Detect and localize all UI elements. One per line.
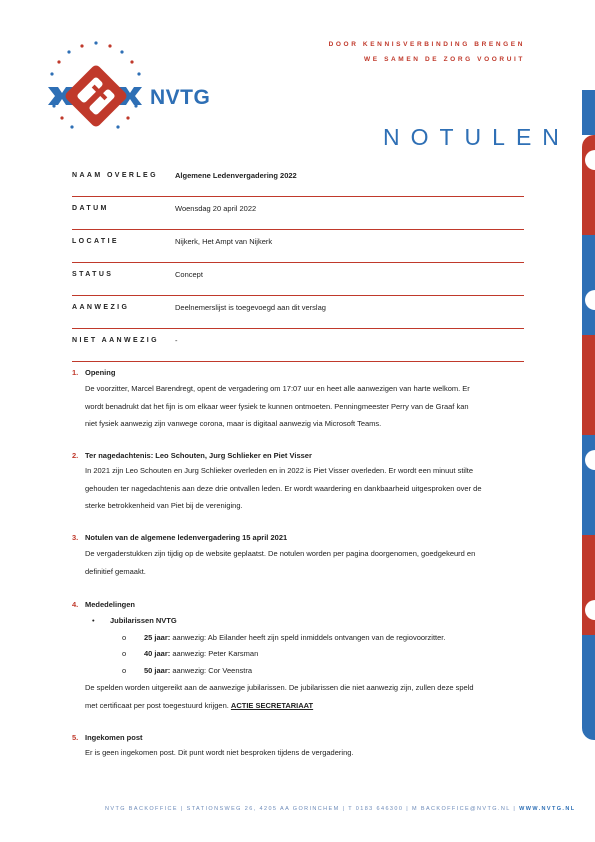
action-secretariaat: ACTIE SECRETARIAAT [230,700,314,710]
sub-item-25-jaar [122,633,445,642]
sub-item-label: 25 jaar: [144,633,171,642]
section-3-body [85,545,525,580]
document-title: NOTULEN [383,124,570,150]
sub-bullet-marker: o [122,666,127,675]
section-number: 2. [72,451,79,460]
section-heading: Ter nagedachtenis: Leo Schouten, Jurg Schlieker en Piet Visser [85,451,312,460]
paragraph-line-with-action [85,697,525,715]
section-5-body [85,744,525,762]
paragraph-line: gehouden ter nagedachtenis aan deze drie ontvallen leden. Er wordt waardering en dankbaarheid uitgesproken over de [85,483,482,493]
meta-label: NIET AANWEZIG [72,337,159,344]
sub-item-40-jaar [122,649,258,658]
meta-label: LOCATIE [72,238,120,245]
paragraph-line: met certificaat per post toegestuurd krijgen. [85,700,231,710]
sub-item-text: aanwezig: Ab Eilander heeft zijn speld inmiddels ontvangen van de regiovoorzitter. [170,633,446,642]
tagline-line-2: WE SAMEN DE ZORG VOORUIT [364,56,525,63]
logo-red-diamond [63,63,128,128]
meta-value: Woensdag 20 april 2022 [175,204,257,213]
section-heading: Mededelingen [85,600,136,609]
section-1-title [72,368,115,377]
tagline-line-1: DOOR KENNISVERBINDING BRENGEN [328,41,525,48]
sub-item-label: 50 jaar: [144,666,171,675]
paragraph-line: niet fysiek aanwezig zijn vanwege corona, maar is digitaal aanwezig via Microsoft Teams. [85,419,382,428]
bullet-item-jubilarissen [92,616,177,625]
sub-item-50-jaar [122,666,252,675]
section-1-body [85,380,525,433]
section-heading: Ingekomen post [85,733,143,742]
sub-item-label: 40 jaar: [144,649,171,658]
section-5-title [72,733,143,742]
sub-item-text: aanwezig: Cor Veenstra [170,666,252,675]
section-number: 5. [72,733,79,742]
sub-bullet-marker: o [122,649,127,658]
bullet-label: Jubilarissen NVTG [110,616,177,625]
meta-label: STATUS [72,271,114,278]
section-number: 4. [72,600,79,609]
section-2-body [85,462,525,515]
page-footer [105,806,575,812]
paragraph-line: wordt benadrukt dat het fijn is om elkaar weer fysiek te kunnen ontmoeten. Penningmeester Perry van de Graaf kan [85,401,469,411]
nvtg-logo [40,40,150,140]
meta-label: DATUM [72,205,109,212]
paragraph-line: De vergaderstukken zijn tijdig op de website geplaatst. De notulen worden per pagina doorgenomen, goedgekeurd en [85,549,476,558]
section-4-body [85,679,525,714]
section-3-title [72,533,287,542]
side-strip-red-2 [582,335,595,435]
paragraph-line: Er is geen ingekomen post. Dit punt wordt niet besproken tijdens de vergadering. [85,748,354,757]
meta-row-naam-overleg [72,163,524,197]
meta-row-datum [72,196,524,230]
side-strip-blue-1 [582,90,595,135]
bullet-marker: • [92,616,95,625]
logo-text: NVTG [150,86,211,109]
meta-row-locatie [72,229,524,263]
sub-bullet-marker: o [122,633,127,642]
paragraph-line: De voorzitter, Marcel Barendregt, opent de vergadering om 17:07 uur en heet alle aanwezigen van harte welkom. Er [85,384,470,393]
meta-value: Nijkerk, Het Ampt van Nijkerk [175,237,273,246]
footer-contact: NVTG BACKOFFICE | STATIONSWEG 26, 4205 AA GORINCHEM | T 0183 646300 | M BACKOFFICE@NVTG.NL | [105,806,520,812]
footer-website-link[interactable]: WWW.NVTG.NL [519,806,576,812]
paragraph-line: De spelden worden uitgereikt aan de aanwezige jubilarissen. De jubilarissen die niet aanwezig zijn, zullen deze speld [85,683,474,692]
side-strip-blue-4 [582,635,595,740]
meta-row-niet-aanwezig [72,328,524,362]
paragraph-line: In 2021 zijn Leo Schouten en Jurg Schlieker overleden en in 2022 is Piet Visser overleden. Er wordt een minuut stilte [85,466,474,475]
paragraph-line: sterke betrokkenheid van Piet bij de vereniging. [85,501,243,510]
paragraph-line: definitief gemaakt. [85,566,146,576]
meta-row-status [72,262,524,296]
side-strip-blue-2 [582,235,595,335]
meta-value: Deelnemerslijst is toegevoegd aan dit verslag [175,303,326,312]
side-strip-red-3 [582,535,595,635]
meta-value: Concept [175,270,203,279]
meta-value: - [175,336,178,345]
meta-label: NAAM OVERLEG [72,172,158,179]
section-2-title [72,451,312,460]
meta-label: AANWEZIG [72,304,130,311]
meta-row-aanwezig [72,295,524,329]
meta-value: Algemene Ledenvergadering 2022 [175,171,297,180]
section-4-title [72,600,135,609]
section-heading: Opening [85,368,116,377]
sub-item-text: aanwezig: Peter Karsman [170,649,259,658]
section-number: 3. [72,533,79,542]
section-heading: Notulen van de algemene ledenvergadering 15 april 2021 [85,533,288,542]
section-number: 1. [72,368,79,377]
